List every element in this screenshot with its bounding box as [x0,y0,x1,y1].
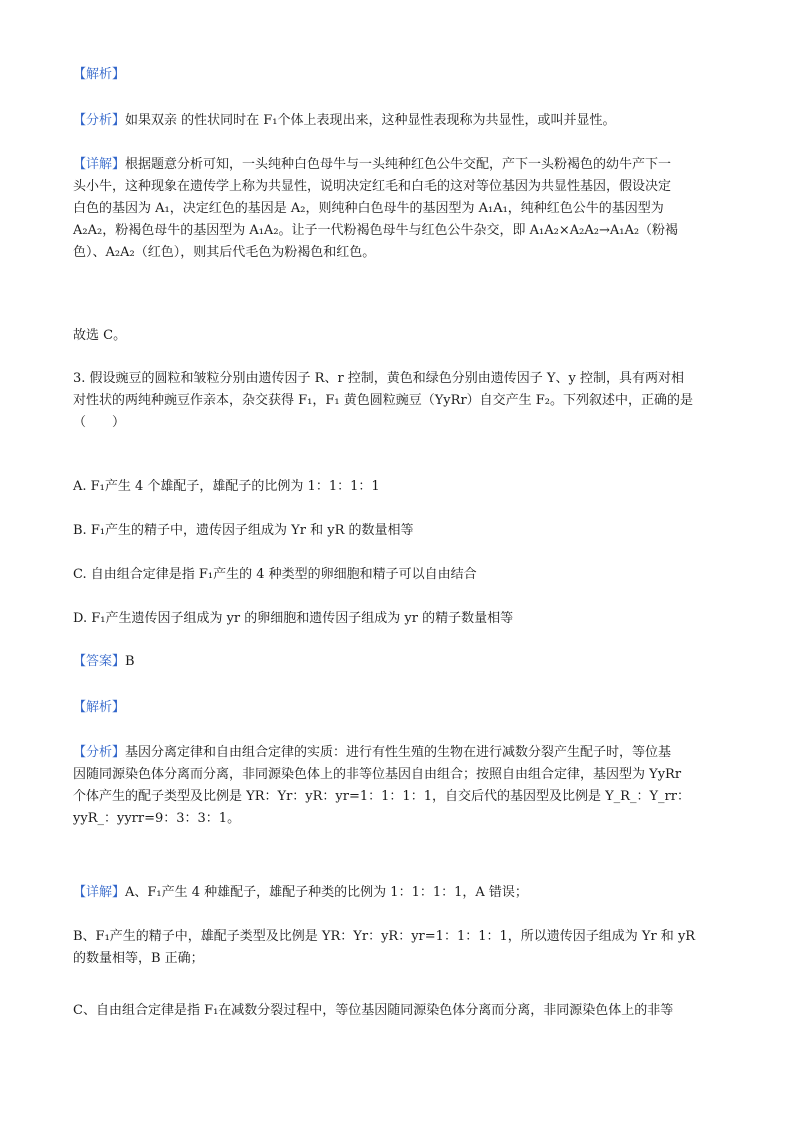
option-c: C. 自由组合定律是指 F₁产生的 4 种类型的卵细胞和精子可以自由结合 [73,567,477,582]
answer-tag: 【答案】 [73,654,126,669]
analysis-heading-1 [73,64,723,86]
xiangjie-tag: 【详解】 [73,157,126,172]
analysis-tag: 【解析】 [73,67,126,82]
text-line: 基因分离定律和自由组合定律的实质：进行有性生殖的生物在进行减数分裂产生配子时，等位基 [125,745,672,760]
answer-line [73,651,723,673]
text-line: 根据题意分析可知，一头纯种白色母牛与一头纯种红色公牛交配，产下一头粉褐色的幼牛产下一 [125,157,672,172]
fenxi-tag: 【分析】 [73,113,126,128]
text-line: A₂A₂，粉褐色母牛的基因型为 A₁A₂。让子一代粉褐色母牛与红色公牛杂交，即 A₁A₂×A₂A₂→A₁A₂（粉褐 [73,223,679,238]
choice-conclusion: 故选 C。 [73,328,127,343]
detail-paragraph-2-c: C、自由组合定律是指 F₁在减数分裂过程中，等位基因随同源染色体分离而分离，非同源染色体上的非等 [73,1003,674,1018]
text-line: 对性状的两纯种豌豆作亲本，杂交获得 F₁，F₁ 黄色圆粒豌豆（YyRr）自交产生 F₂。下列叙述中，正确的是 [73,393,694,408]
xiangjie-tag: 【详解】 [73,885,126,900]
text-line: B、F₁产生的精子中，雄配子类型及比例是 YR：Yr：yR：yr=1：1：1：1，所以遗传因子组成为 Yr 和 yR [73,929,696,944]
analysis-paragraph-1 [73,110,723,132]
text-line: 色）、A₂A₂（红色），则其后代毛色为粉褐色和红色。 [73,245,376,260]
paragraph-text: 如果双亲 的性状同时在 F₁个体上表现出来，这种显性表现称为共显性，或叫并显性。 [125,113,616,128]
fenxi-tag: 【分析】 [73,745,126,760]
option-a: A. F₁产生 4 个雄配子，雄配子的比例为 1：1：1：1 [73,479,380,494]
text-line: 头小牛，这种现象在遗传学上称为共显性，说明决定红毛和白毛的这对等位基因为共显性基因，假设决定 [73,179,672,194]
question-3-stem [73,368,723,434]
answer-value: B [125,654,135,669]
detail-paragraph-2-b [73,926,723,970]
analysis-tag: 【解析】 [73,700,126,715]
option-b: B. F₁产生的精子中，遗传因子组成为 Yr 和 yR 的数量相等 [73,523,414,538]
analysis-heading-2 [73,697,723,719]
option-d: D. F₁产生遗传因子组成为 yr 的卵细胞和遗传因子组成为 yr 的精子数量相等 [73,611,514,626]
text-line: yyR_：yyrr=9：3：3：1。 [73,811,241,826]
text-line: 的数量相等，B 正确； [73,951,204,966]
text-line: （ ） [73,415,126,430]
text-line: 因随同源染色体分离而分离，非同源染色体上的非等位基因自由组合；按照自由组合定律，基因型为 YyRr [73,767,682,782]
text-line: 个体产生的配子类型及比例是 YR：Yr：yR：yr=1：1：1：1，自交后代的基因型及比例是 Y_R_：Y_rr： [73,789,690,804]
text-line: A、F₁产生 4 种雄配子，雄配子种类的比例为 1：1：1：1，A 错误； [125,885,528,900]
detail-paragraph-2-a [73,882,723,904]
text-line: 白色的基因为 A₁，决定红色的基因是 A₂，则纯种白色母牛的基因型为 A₁A₁，纯种红色公牛的基因型为 [73,201,664,216]
detail-paragraph-1 [73,154,723,264]
analysis-paragraph-2 [73,742,723,830]
text-line: 3. 假设豌豆的圆粒和皱粒分别由遗传因子 R、r 控制，黄色和绿色分别由遗传因子 Y、y 控制，具有两对相 [73,371,684,386]
